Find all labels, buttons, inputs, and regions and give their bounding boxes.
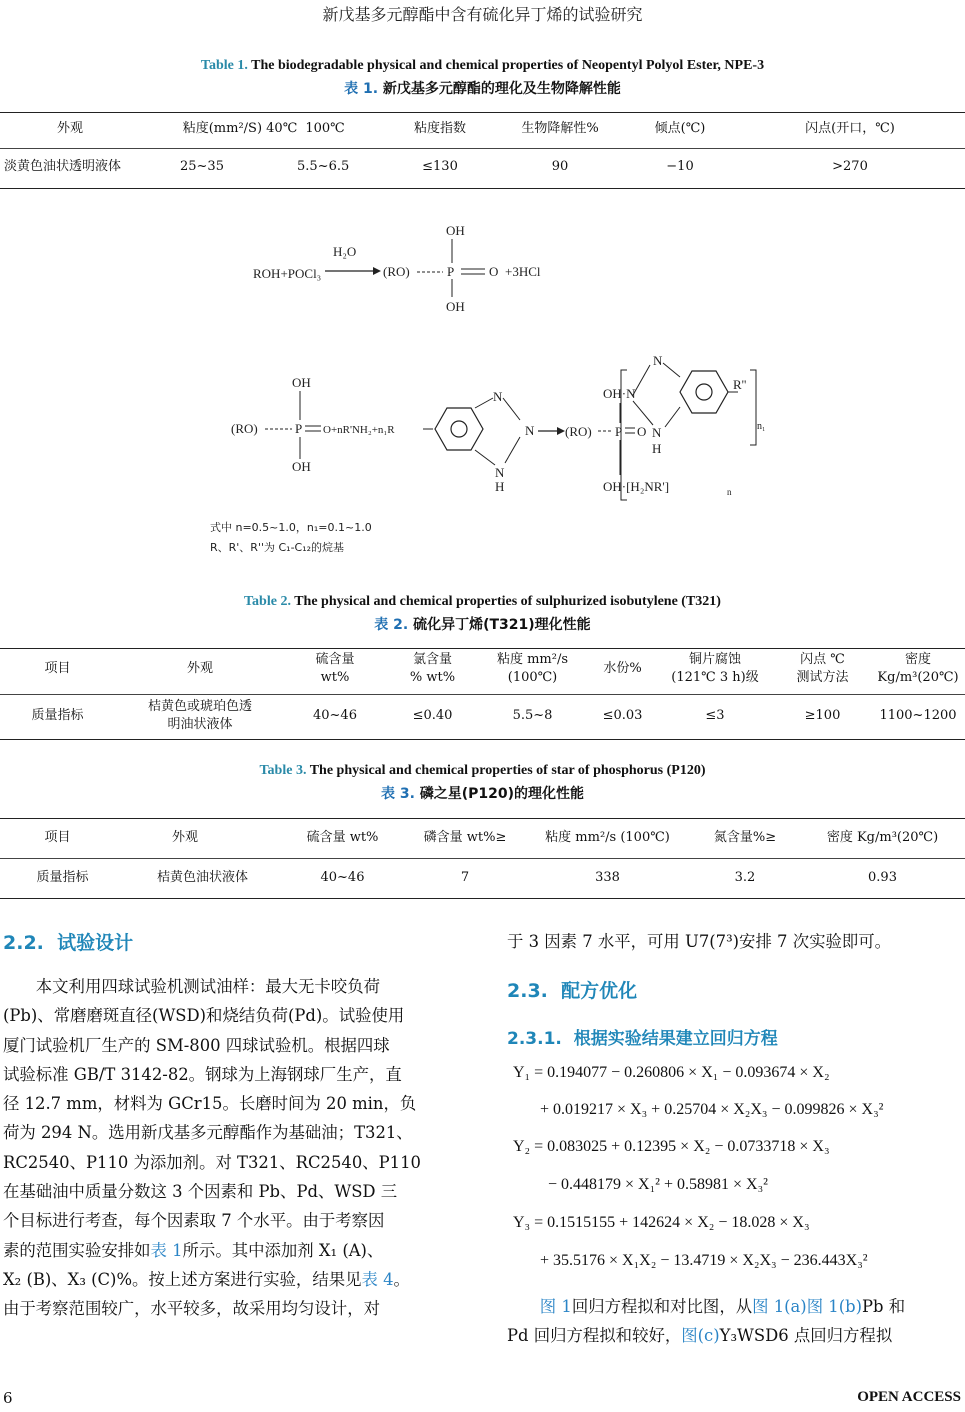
- table2-caption-en: [0, 594, 965, 610]
- table1-header: 100℃: [305, 121, 345, 136]
- table1-label-cn: 表 1.: [344, 81, 379, 97]
- text-line: 图 1回归方程拟和对比图，从图 1(a)图 1(b)Pb 和: [539, 1297, 906, 1316]
- table3-header: 外观: [171, 830, 198, 845]
- table2-header: 铜片腐蚀 (121℃ 3 h)级: [671, 652, 759, 685]
- scheme-text: H₂O: [333, 244, 357, 259]
- text-line: 径 12.7 mm，材料为 GCr15。长磨时间为 20 min，负: [3, 1094, 417, 1114]
- table1-cell: 淡黄色油状透明液体: [4, 159, 122, 174]
- scheme-text: n: [727, 487, 732, 497]
- table2-label-cn: 表 2.: [374, 617, 409, 633]
- table2-cell: ≤3: [705, 708, 725, 723]
- table3-header: 磷含量 wt%≥: [423, 830, 507, 845]
- scheme-text: H: [495, 479, 505, 494]
- table3-header: 项目: [44, 830, 71, 845]
- table3-header: 硫含量 wt%: [306, 830, 379, 845]
- table1-cell: −10: [666, 159, 694, 174]
- table3-cell: 40~46: [320, 870, 365, 885]
- table2-cell: 质量指标: [31, 708, 84, 723]
- section-2-3-1-heading: 2.3.1. 根据实验结果建立回归方程: [507, 1029, 778, 1049]
- text-line: 厦门试验机厂生产的 SM-800 四球试验机。根据四球: [3, 1035, 390, 1055]
- equation-line: Y₁ = 0.194077 − 0.260806 × X₁ − 0.093674 × X₂: [513, 1064, 830, 1081]
- table3-header: 氮含量%≥: [713, 830, 777, 845]
- right-column-paragraph: [507, 1292, 965, 1351]
- table3-header: 密度 Kg/m³(20℃): [826, 830, 939, 845]
- scheme-text: P: [447, 264, 455, 279]
- scheme-text: OH: [292, 375, 311, 390]
- table2-cell: ≥100: [804, 708, 841, 723]
- table2-header: 闪点 ℃ 测试方法: [796, 652, 849, 685]
- table3-cell: 桔黄色油状液体: [156, 870, 248, 885]
- text-line: Pd 回归方程拟和较好，图(c)Y₃WSD6 点回归方程拟: [507, 1326, 893, 1346]
- scheme-text: (RO): [383, 264, 410, 279]
- table1-cell: ≤130: [422, 159, 458, 174]
- table1-caption-cn: [0, 78, 965, 98]
- table1-header: 闪点(开口，℃): [805, 121, 895, 136]
- table1-cell: 25~35: [180, 159, 224, 174]
- table1-header: 外观: [56, 121, 83, 136]
- table2-label-en: Table 2.: [244, 594, 291, 609]
- table2-header: 密度 Kg/m³(20℃): [877, 652, 959, 685]
- scheme-note: R、R'、R''为 C₁-C₁₂的烷基: [210, 541, 345, 554]
- table2-header: 氯含量 % wt%: [409, 652, 456, 685]
- table1-label-en: Table 1.: [200, 58, 248, 73]
- running-header: 新戊基多元醇酯中含有硫化异丁烯的试验研究: [322, 5, 643, 24]
- scheme-text: P: [295, 421, 303, 436]
- page-number: 6: [3, 1389, 13, 1407]
- text-line: 荷为 294 N。选用新戊基多元醇酯作为基础油；T321、: [3, 1123, 413, 1143]
- scheme-note: 式中 n=0.5~1.0，n₁=0.1~1.0: [210, 521, 372, 534]
- scheme-text: N: [652, 425, 662, 440]
- table2-cell: ≤0.03: [602, 708, 643, 723]
- table1-title-en: The biodegradable physical and chemical properties of Neopentyl Polyol Ester, NPE-3: [251, 58, 765, 73]
- table3-cell: 质量指标: [36, 870, 89, 885]
- scheme-text: (RO): [231, 421, 258, 436]
- scheme-text: P: [615, 424, 623, 439]
- table3-label-cn: 表 3.: [380, 786, 415, 802]
- text-line: RC2540、P110 为添加剂。对 T321、RC2540、P110: [3, 1152, 421, 1172]
- scheme-text: N: [493, 389, 503, 404]
- table1-header: 粘度指数: [413, 121, 466, 136]
- equation-line: − 0.448179 × X₁² + 0.58981 × X₃²: [548, 1176, 768, 1193]
- table3-caption-en: [0, 763, 965, 779]
- table3-title-cn: 磷之星(P120)的理化性能: [419, 786, 585, 802]
- scheme-text: O+nR'NH₂+n₁R: [323, 424, 395, 436]
- text-line: 个目标进行考查，每个因素取 7 个水平。由于考察因: [3, 1211, 385, 1231]
- table3-title-en: The physical and chemical properties of star of phosphorus (P120): [309, 763, 706, 778]
- scheme-text: H: [652, 441, 662, 456]
- table3-cell: 338: [595, 870, 620, 885]
- table2-header: 硫含量 wt%: [315, 652, 355, 685]
- reaction-scheme-figure: [195, 205, 795, 565]
- table2-cell: ≤0.40: [412, 708, 453, 723]
- left-column-paragraph: [3, 972, 459, 1324]
- scheme-text: (RO): [565, 424, 592, 439]
- table2-header: 项目: [44, 661, 71, 676]
- text-line: 由于考察范围较广，水平较多，故采用均匀设计，对: [3, 1299, 380, 1319]
- table3-cell: 7: [460, 870, 470, 885]
- table2-header: 外观: [186, 661, 213, 676]
- table2-title-en: The physical and chemical properties of sulphurized isobutylene (T321): [294, 594, 721, 609]
- table2-header: 水份%: [603, 661, 642, 676]
- right-column-line: 于 3 因素 7 水平，可用 U7(7³)安排 7 次实验即可。: [507, 932, 892, 951]
- scheme-text: ROH+POCl₃: [253, 266, 322, 281]
- table1-caption-en: [0, 58, 965, 74]
- figure1-link[interactable]: 图 1: [539, 1297, 572, 1316]
- table2-cell: 5.5~8: [512, 708, 553, 723]
- table2-cell: 桔黄色或琥珀色透 明油状液体: [147, 699, 252, 732]
- open-access-label: OPEN ACCESS: [857, 1389, 961, 1405]
- text-line: 素的范围实验安排如表 1所示。其中添加剂 X₁ (A)、: [3, 1240, 384, 1260]
- scheme-text: O: [637, 424, 647, 439]
- table3-cell: 3.2: [734, 870, 756, 885]
- figure1c-link[interactable]: 图(c): [681, 1326, 720, 1346]
- table2-header: 粘度 mm²/s (100℃): [496, 652, 569, 685]
- text-line: 本文利用四球试验机测试油样：最大无卡咬负荷: [3, 977, 380, 996]
- equation-line: Y₃ = 0.1515155 + 142624 × X₂ − 18.028 × X₃: [513, 1214, 810, 1231]
- scheme-text: OH: [446, 299, 465, 314]
- scheme-text: OH: [446, 223, 465, 238]
- table1-title-cn: 新戊基多元醇酯的理化及生物降解性能: [382, 81, 621, 97]
- table1-header: 粘度(mm²/S) 40℃: [182, 121, 298, 136]
- table2-title-cn: 硫化异丁烯(T321)理化性能: [413, 617, 591, 633]
- text-line: 试验标准 GB/T 3142-82。钢球为上海钢球厂生产，直: [3, 1064, 402, 1084]
- scheme-text: R'': [733, 377, 747, 392]
- scheme-text: N: [525, 423, 535, 438]
- scheme-text: N: [653, 353, 663, 368]
- table2-cell: 1100~1200: [879, 708, 957, 723]
- scheme-text: OH: [292, 459, 311, 474]
- scheme-text: +3HCl: [505, 264, 541, 279]
- table1-cell: 90: [551, 159, 569, 174]
- figure1ab-link[interactable]: 图 1(a)图 1(b): [752, 1297, 863, 1316]
- text-line: X₂ (B)、X₃ (C)%。按上述方案进行实验，结果见表 4。: [3, 1269, 410, 1289]
- table3-caption-cn: [0, 783, 965, 803]
- table1-link[interactable]: 表 1: [150, 1240, 183, 1260]
- table1-header: 生物降解性%: [521, 121, 599, 136]
- table2-cell: 40~46: [313, 708, 357, 723]
- scheme-text: O: [489, 264, 499, 279]
- scheme-text: n₁: [757, 421, 766, 432]
- scheme-text: OH·[H₂NR']: [603, 479, 670, 494]
- scheme-text: OH·N: [603, 386, 636, 401]
- table4-link[interactable]: 表 4: [361, 1269, 394, 1289]
- scheme-text: N: [495, 465, 505, 480]
- text-line: (Pb)、常磨磨斑直径(WSD)和烧结负荷(Pd)。试验使用: [3, 1006, 405, 1026]
- table2-caption-cn: [0, 614, 965, 634]
- equation-line: Y₂ = 0.083025 + 0.12395 × X₂ − 0.0733718 × X₃: [513, 1138, 830, 1155]
- equation-line: + 35.5176 × X₁X₂ − 13.4719 × X₂X₃ − 236.443X₃²: [540, 1252, 868, 1269]
- table1-cell: 5.5~6.5: [297, 159, 350, 174]
- equation-line: + 0.019217 × X₃ + 0.25704 × X₂X₃ − 0.099826 × X₃²: [540, 1101, 884, 1118]
- section-2-3-heading: 2.3. 配方优化: [507, 980, 638, 1002]
- text-line: 在基础油中质量分数这 3 个因素和 Pb、Pd、WSD 三: [3, 1182, 398, 1202]
- section-2-2-heading: 2.2. 试验设计: [3, 932, 134, 954]
- table1-cell: >270: [832, 159, 868, 174]
- table3-cell: 0.93: [868, 870, 897, 885]
- table3-label-en: Table 3.: [259, 763, 307, 778]
- table3-header: 粘度 mm²/s (100℃): [545, 830, 670, 845]
- table1-header: 倾点(℃): [654, 121, 706, 136]
